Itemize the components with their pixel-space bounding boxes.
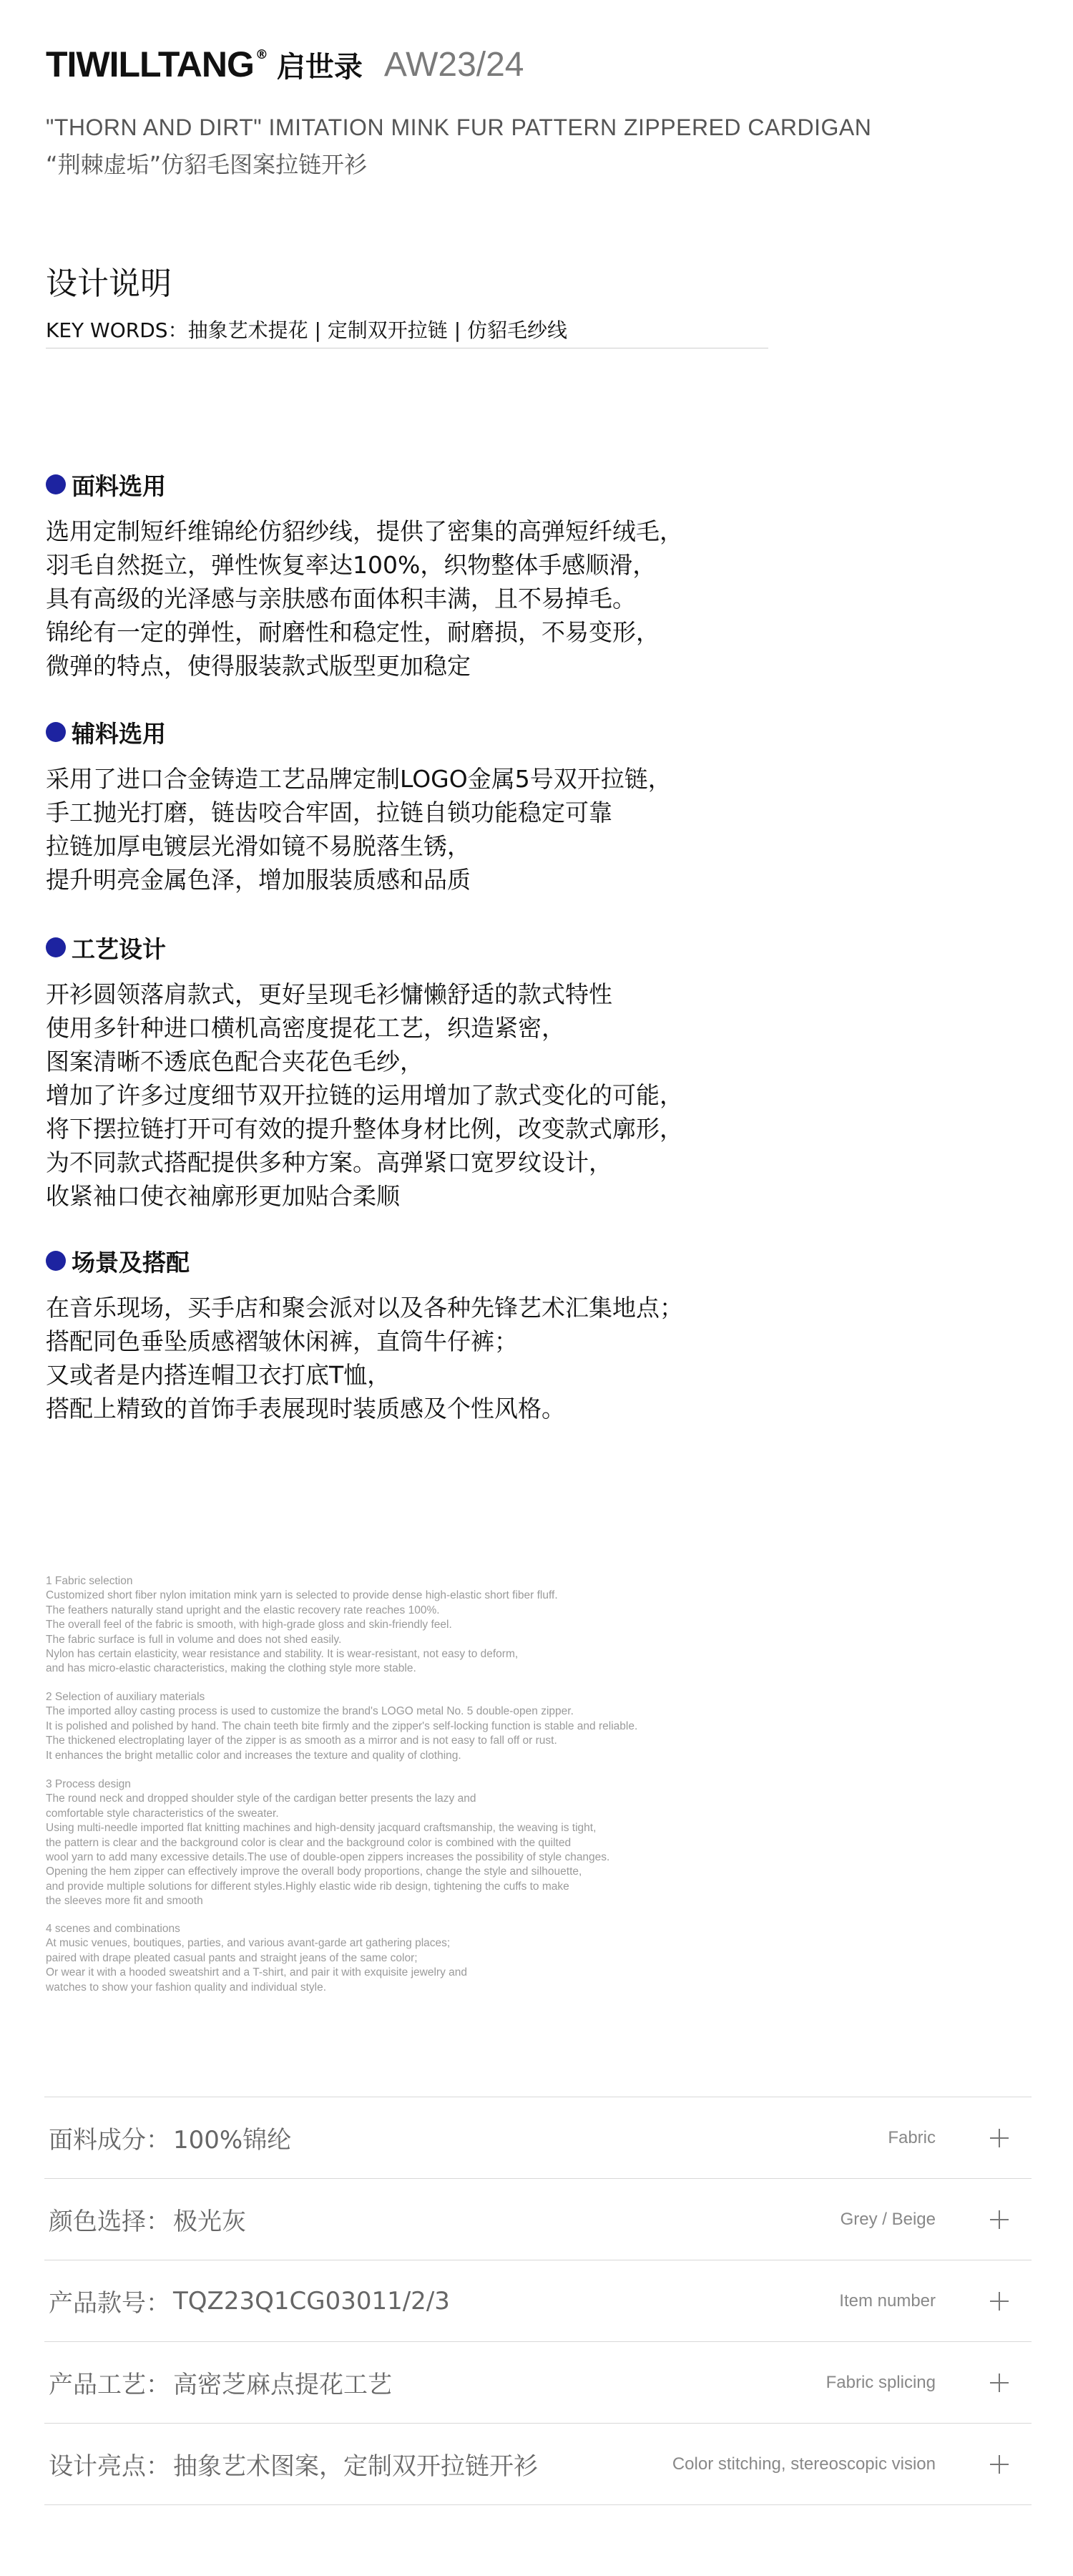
- section-fabric: [46, 469, 833, 683]
- body-line: 将下摆拉链打开可有效的提升整体身材比例，改变款式廓形，: [46, 1115, 683, 1143]
- design-title: 设计说明: [46, 265, 172, 302]
- spec-row-craft[interactable]: [44, 2342, 1032, 2424]
- body-line: 微弹的特点，使得服装款式版型更加稳定: [46, 652, 471, 680]
- body-line: 采用了进口合金铸造工艺品牌定制LOGO金属5号双开拉链，: [46, 765, 672, 793]
- brand-name-cn: 启世录: [276, 50, 363, 84]
- english-line: and provide multiple solutions for different styles.Highly elastic wide rib design, tightening the cuffs to make: [46, 1880, 569, 1893]
- english-line: wool yarn to add many excessive details.The use of double-open zippers increases the possibility of style changes.: [46, 1851, 610, 1864]
- body-line: 开衫圆领落肩款式，更好呈现毛衫慵懒舒适的款式特性: [46, 980, 612, 1008]
- page-header: [46, 43, 1033, 180]
- body-line: 提升明亮金属色泽，增加服装质感和品质: [46, 866, 471, 894]
- spec-value: 100%锦纶: [173, 2126, 292, 2155]
- english-heading: 1 Fabric selection: [46, 1575, 133, 1587]
- english-line: The fabric surface is full in volume and does not shed easily.: [46, 1633, 342, 1646]
- plus-icon[interactable]: [990, 2210, 1009, 2229]
- plus-icon[interactable]: [990, 2129, 1009, 2147]
- english-line: paired with drape pleated casual pants and straight jeans of the same color;: [46, 1951, 418, 1964]
- english-line: Customized short fiber nylon imitation mink yarn is selected to provide dense high-elastic short fiber fluff.: [46, 1589, 558, 1602]
- season-label: AW23/24: [383, 45, 524, 84]
- body-line: 在音乐现场，买手店和聚会派对以及各种先锋艺术汇集地点；: [46, 1294, 683, 1322]
- english-line: At music venues, boutiques, parties, and various avant-garde art gathering places;: [46, 1937, 451, 1950]
- product-title-cn: “荆棘虚垢”仿貂毛图案拉链开衫: [46, 151, 368, 178]
- english-line: watches to show your fashion quality and individual style.: [46, 1981, 327, 1994]
- section-scenes: [46, 1245, 833, 1425]
- section-body: [46, 514, 833, 683]
- spec-en-label: Item number: [839, 2290, 936, 2311]
- english-line: Using multi-needle imported flat knitting machines and high-density jacquard craftsmanship, the weaving is tight,: [46, 1822, 597, 1835]
- section-body: [46, 762, 833, 897]
- section-title: 辅料选用: [72, 719, 166, 748]
- spec-en-label: Color stitching, stereoscopic vision: [672, 2454, 936, 2474]
- spec-value: TQZ23Q1CG03011/2/3: [173, 2286, 450, 2316]
- spec-en-label: Fabric: [888, 2127, 936, 2147]
- english-heading: 3 Process design: [46, 1778, 131, 1790]
- body-line: 锦纶有一定的弹性，耐磨性和稳定性，耐磨损，不易变形，: [46, 618, 660, 646]
- section-heading: [46, 1245, 833, 1277]
- spec-label: 面料成分：: [49, 2126, 170, 2155]
- section-heading: [46, 716, 833, 748]
- english-line: and has micro-elastic characteristics, making the clothing style more stable.: [46, 1662, 416, 1675]
- english-line: The round neck and dropped shoulder style of the cardigan better presents the lazy and: [46, 1792, 476, 1805]
- spec-en-label: Fabric splicing: [825, 2372, 936, 2392]
- product-title-en: "THORN AND DIRT" IMITATION MINK FUR PATTERN ZIPPERED CARDIGAN: [46, 114, 872, 140]
- english-block-process: [46, 1777, 976, 1909]
- body-line: 使用多针种进口横机高密度提花工艺，织造紧密，: [46, 1014, 565, 1042]
- english-line: Or wear it with a hooded sweatshirt and a T-shirt, and pair it with exquisite jewelry and: [46, 1966, 467, 1979]
- body-line: 羽毛自然挺立，弹性恢复率达100%，织物整体手感顺滑，: [46, 551, 657, 579]
- english-heading: 4 scenes and combinations: [46, 1923, 180, 1935]
- english-line: comfortable style characteristics of the sweater.: [46, 1807, 279, 1820]
- spec-row-color[interactable]: [44, 2179, 1032, 2260]
- body-line: 手工抛光打磨，链齿咬合牢固，拉链自锁功能稳定可靠: [46, 799, 612, 826]
- english-block-auxiliary: [46, 1690, 976, 1763]
- english-heading: 2 Selection of auxiliary materials: [46, 1691, 205, 1703]
- english-line: The thickened electroplating layer of the zipper is as smooth as a mirror and is not easy to fall off or rust.: [46, 1735, 557, 1747]
- body-line: 为不同款式搭配提供多种方案。高弹紧口宽罗纹设计，: [46, 1148, 612, 1176]
- english-line: the sleeves more fit and smooth: [46, 1895, 203, 1908]
- spec-value: 极光灰: [173, 2207, 246, 2236]
- spec-row-highlight[interactable]: [44, 2424, 1032, 2505]
- body-line: 选用定制短纤维锦纶仿貂纱线，提供了密集的高弹短纤绒毛，: [46, 517, 683, 545]
- plus-icon[interactable]: [990, 2373, 1009, 2392]
- keywords-line: KEY WORDS：抽象艺术提花 | 定制双开拉链 | 仿貂毛纱线: [46, 315, 768, 348]
- spec-en-label: Grey / Beige: [840, 2209, 936, 2229]
- body-line: 又或者是内搭连帽卫衣打底T恤，: [46, 1361, 391, 1389]
- spec-label: 产品款号：: [49, 2289, 170, 2318]
- bullet-dot-icon: [46, 722, 66, 742]
- english-line: It is polished and polished by hand. The chain teeth bite firmly and the zipper's self-locking function is stable and reliable.: [46, 1719, 638, 1732]
- section-heading: [46, 932, 833, 963]
- english-block-fabric: [46, 1574, 976, 1677]
- plus-icon[interactable]: [990, 2292, 1009, 2311]
- section-craft: [46, 932, 833, 1213]
- english-line: Nylon has certain elasticity, wear resistance and stability. It is wear-resistant, not easy to deform,: [46, 1648, 519, 1661]
- spec-label: 设计亮点：: [49, 2452, 170, 2481]
- registered-mark: ®: [255, 47, 268, 62]
- spec-row-item-number[interactable]: [44, 2260, 1032, 2342]
- spec-label: 产品工艺：: [49, 2371, 170, 2399]
- section-heading: [46, 469, 833, 500]
- section-accessories: [46, 716, 833, 897]
- section-body: [46, 977, 833, 1213]
- plus-icon[interactable]: [990, 2455, 1009, 2474]
- spec-value: 抽象艺术图案，定制双开拉链开衫: [173, 2452, 538, 2481]
- body-line: 拉链加厚电镀层光滑如镜不易脱落生锈，: [46, 832, 471, 860]
- spec-value: 高密芝麻点提花工艺: [173, 2371, 392, 2399]
- body-line: 搭配同色垂坠质感褶皱休闲裤，直筒牛仔裤；: [46, 1327, 518, 1355]
- english-line: the pattern is clear and the background color is clear and the background color is combined with the quilted: [46, 1836, 572, 1849]
- bullet-dot-icon: [46, 474, 66, 494]
- spec-label: 颜色选择：: [49, 2207, 170, 2236]
- bullet-dot-icon: [46, 1251, 66, 1271]
- body-line: 增加了许多过度细节双开拉链的运用增加了款式变化的可能，: [46, 1081, 683, 1109]
- brand-row: [46, 43, 1033, 86]
- english-line: The feathers naturally stand upright and the elastic recovery rate reaches 100%.: [46, 1604, 440, 1616]
- spec-list: [44, 2097, 1032, 2505]
- body-line: 收紧袖口使衣袖廓形更加贴合柔顺: [46, 1182, 400, 1210]
- section-title: 场景及搭配: [72, 1248, 190, 1277]
- brand-logo: TIWILLTANG: [46, 44, 254, 84]
- body-line: 具有高级的光泽感与亲肤感布面体积丰满，且不易掉毛。: [46, 585, 636, 613]
- english-line: The imported alloy casting process is used to customize the brand's LOGO metal No. 5 double-open zipper.: [46, 1705, 574, 1718]
- spec-row-fabric[interactable]: [44, 2097, 1032, 2179]
- english-line: Opening the hem zipper can effectively improve the overall body proportions, change the style and silhouette,: [46, 1865, 582, 1878]
- english-line: The overall feel of the fabric is smooth, with high-grade gloss and skin-friendly feel.: [46, 1619, 452, 1631]
- design-description: [46, 258, 775, 348]
- body-line: 搭配上精致的首饰手表展现时装质感及个性风格。: [46, 1395, 565, 1423]
- section-body: [46, 1291, 833, 1425]
- bullet-dot-icon: [46, 937, 66, 957]
- english-block-scenes: [46, 1922, 976, 1995]
- body-line: 图案清晰不透底色配合夹花色毛纱，: [46, 1048, 423, 1075]
- section-title: 工艺设计: [72, 935, 166, 963]
- section-title: 面料选用: [72, 472, 166, 500]
- english-line: It enhances the bright metallic color and increases the texture and quality of clothing.: [46, 1749, 461, 1762]
